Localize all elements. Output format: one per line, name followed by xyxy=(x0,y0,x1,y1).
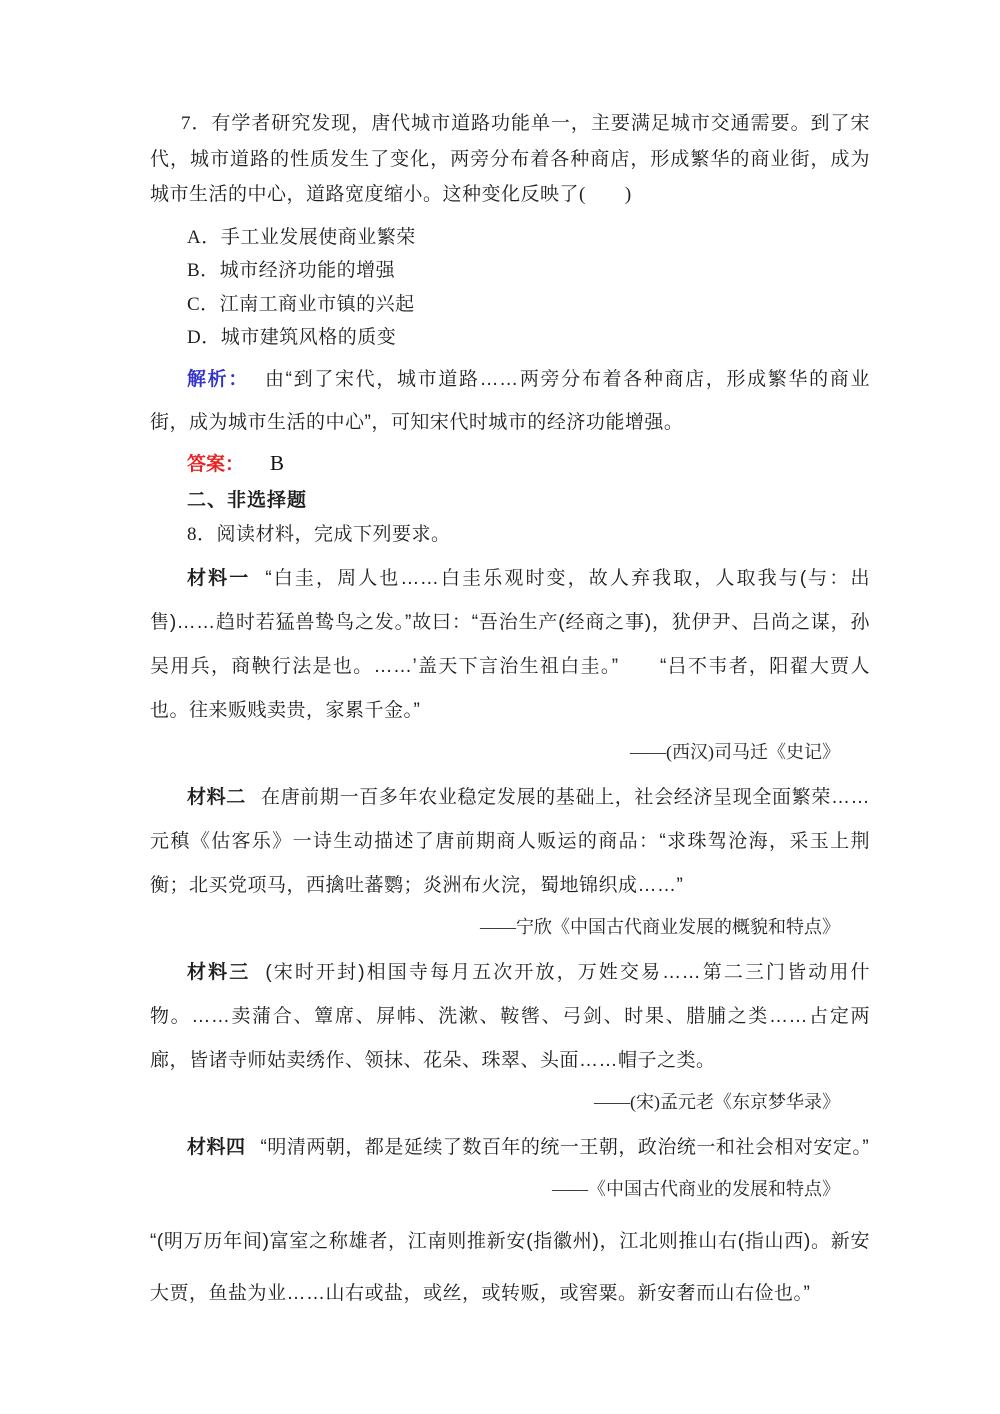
material-2-label: 材料二 xyxy=(187,786,246,808)
material-1-source: ——(西汉)司马迁《史记》 xyxy=(630,741,840,762)
question-7-text: 7．有学者研究发现，唐代城市道路功能单一，主要满足城市交通需要。到了宋代，城市道路的性质发生了变化，两旁分布着各种商店，形成繁华的商业街，成为城市生活的中心，道路宽度缩小。这种变化反映了( ) xyxy=(150,113,870,205)
material-2-source: ——宁欣《中国古代商业发展的概貌和特点》 xyxy=(480,916,840,937)
material-4-paragraph xyxy=(150,1126,870,1170)
material-3-paragraph xyxy=(150,951,870,1083)
option-a: A．手工业发展使商业繁荣 xyxy=(187,226,416,248)
material-3-source: ——(宋)孟元老《东京梦华录》 xyxy=(594,1091,840,1112)
material-1-label: 材料一 xyxy=(187,567,251,589)
material-4-text: “明清两朝，都是延续了数百年的统一王朝，政治统一和社会相对安定。” xyxy=(260,1136,870,1158)
analysis-label: 解析： xyxy=(187,368,249,390)
option-c: C．江南工商业市镇的兴起 xyxy=(187,293,415,315)
analysis-paragraph xyxy=(150,358,870,444)
material-1-paragraph xyxy=(150,557,870,733)
question-7-options xyxy=(150,221,870,355)
material-4-source: ——《中国古代商业的发展和特点》 xyxy=(552,1178,840,1199)
analysis-text: 由“到了宋代，城市道路……两旁分布着各种商店，形成繁华的商业街，成为城市生活的中心”，可知宋代时城市的经济功能增强。 xyxy=(150,368,870,433)
option-d: D．城市建筑风格的质变 xyxy=(187,327,397,348)
material-4-label: 材料四 xyxy=(187,1136,246,1158)
question-8-intro: 8．阅读材料，完成下列要求。 xyxy=(187,523,451,545)
answer-paragraph xyxy=(150,446,870,482)
material-4-extra-quote: “(明万历年间)富室之称雄者，江南则推新安(指徽州)，江北则推山右(指山西)。新安大贾，鱼盐为业……山右或盐，或丝，或转贩，或窖粟。新安奢而山右俭也。” xyxy=(150,1230,870,1304)
material-3-label: 材料三 xyxy=(187,961,251,983)
material-1-text: “白圭，周人也……白圭乐观时变，故人弃我取，人取我与(与：出售)……趋时若猛兽鸷鸟之发。”故曰：“吾治生产(经商之事)，犹伊尹、吕尚之谋，孙吴用兵，商鞅行法是也。……’盖天下言治生祖白圭。” “吕不韦者，阳翟大贾人也。往来贩贱卖贵，家累千金。” xyxy=(150,567,870,721)
material-3-text: (宋时开封)相国寺每月五次开放，万姓交易……第二三门皆动用什物。……卖蒲合、簟席、屏帏、洗漱、鞍辔、弓剑、时果、腊脯之类……占定两廊，皆诸寺师姑卖绣作、领抹、花朵、珠翠、头面……帽子之类。 xyxy=(150,961,870,1071)
answer-value: B xyxy=(270,450,285,475)
material-2-text: 在唐前期一百多年农业稳定发展的基础上，社会经济呈现全面繁荣……元稹《估客乐》一诗生动描述了唐前期商人贩运的商品：“求珠驾沧海，采玉上荆衡；北买党项马，西擒吐蕃鹦；炎洲布火浣，蜀地锦织成……” xyxy=(150,786,870,896)
section-2-heading: 二、非选择题 xyxy=(187,489,308,511)
material-2-paragraph xyxy=(150,776,870,908)
answer-label: 答案： xyxy=(187,453,245,475)
option-b: B．城市经济功能的增强 xyxy=(187,260,396,281)
